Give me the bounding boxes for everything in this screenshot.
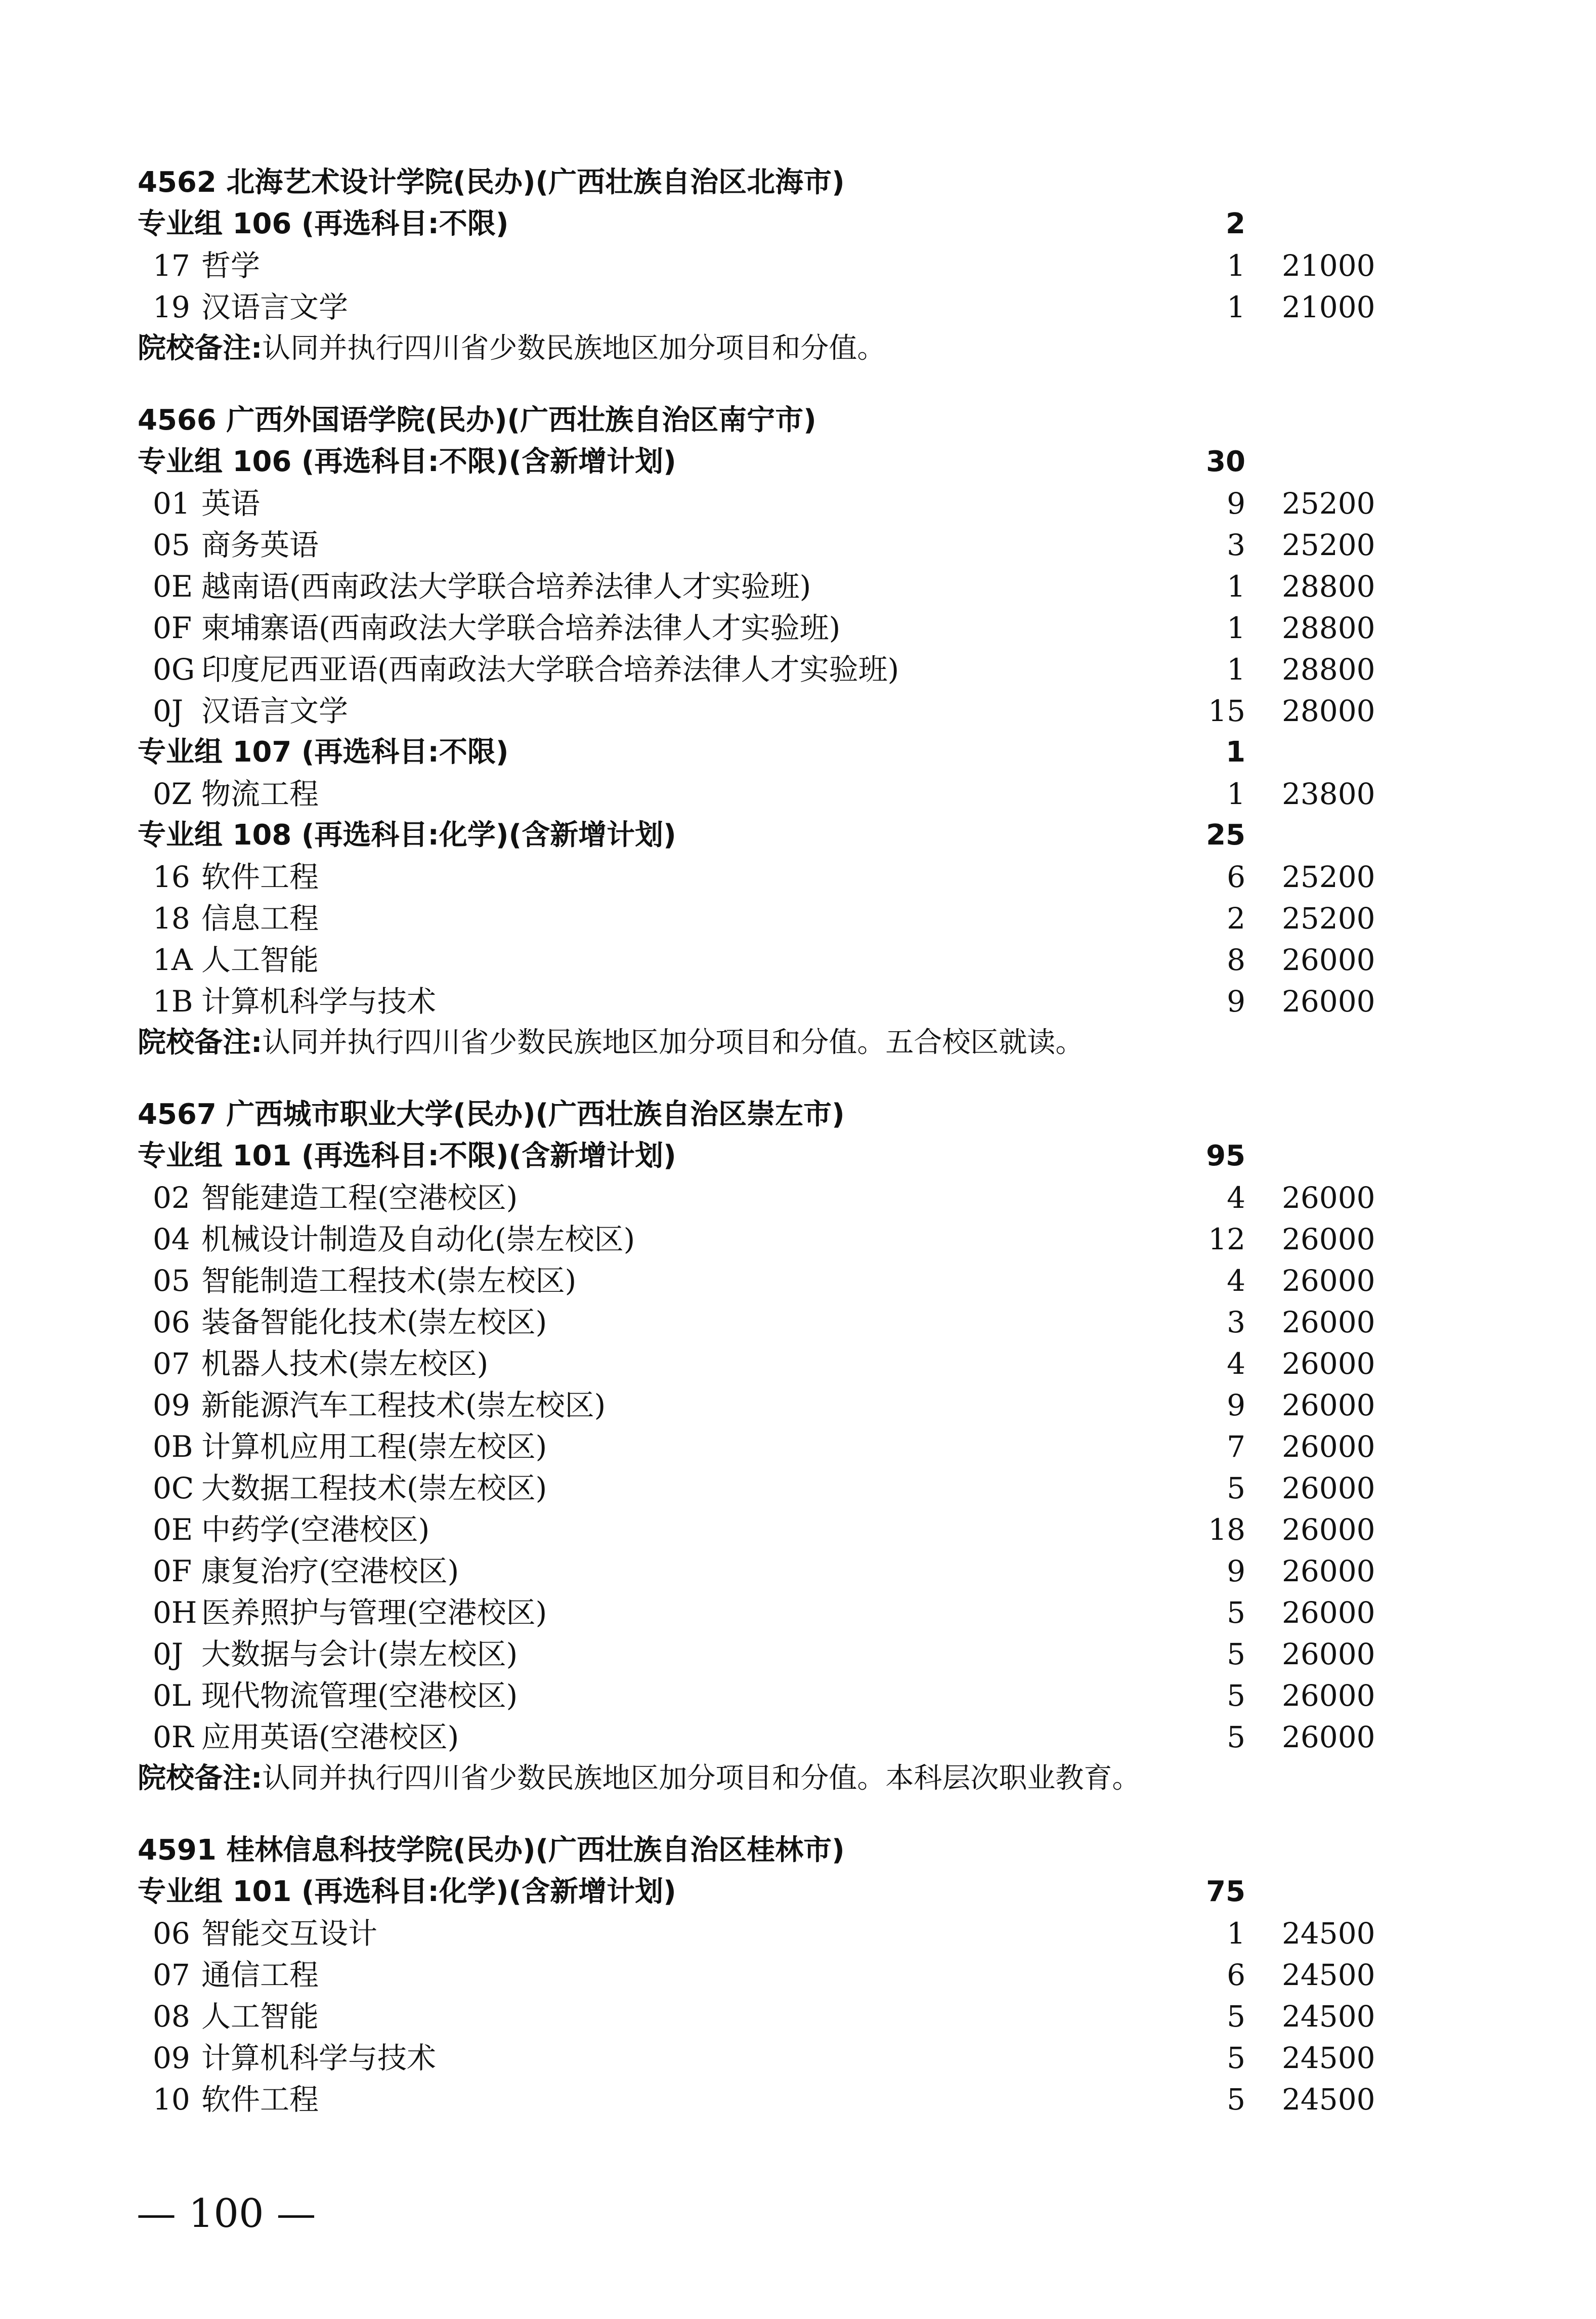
- major-name: 机器人技术(崇左校区): [201, 1346, 489, 1381]
- major-code: 01: [153, 486, 190, 521]
- major-tuition: 25200: [1282, 860, 1375, 894]
- major-plan-count: 7: [1227, 1429, 1245, 1464]
- group-label: 专业组 106 (再选科目:不限)(含新增计划): [138, 445, 676, 478]
- group-plan-count: 1: [1226, 736, 1245, 769]
- major-plan-count: 18: [1208, 1512, 1245, 1547]
- major-name: 人工智能: [201, 1999, 319, 2034]
- major-plan-count: 5: [1227, 1999, 1245, 2034]
- major-group-row: [138, 732, 1382, 773]
- major-name: 计算机应用工程(崇左校区): [201, 1429, 547, 1464]
- major-code: 09: [153, 1388, 190, 1422]
- major-plan-count: 5: [1227, 1595, 1245, 1630]
- major-row: [138, 1716, 1382, 1758]
- school-note-label: 院校备注:: [138, 1762, 263, 1795]
- major-tuition: 25200: [1282, 901, 1375, 936]
- group-plan-count: 75: [1206, 1875, 1245, 1908]
- major-plan-count: 1: [1227, 569, 1245, 604]
- major-row: [138, 1675, 1382, 1716]
- major-tuition: 26000: [1282, 1637, 1375, 1671]
- major-name: 计算机科学与技术: [201, 2041, 437, 2075]
- major-tuition: 28800: [1282, 569, 1375, 604]
- major-code: 0B: [153, 1429, 193, 1464]
- major-tuition: 26000: [1282, 1222, 1375, 1256]
- group-label: 专业组 107 (再选科目:不限): [138, 736, 509, 769]
- school-note: [138, 1758, 1382, 1799]
- major-code: 09: [153, 2041, 190, 2075]
- major-row: [138, 1509, 1382, 1550]
- school-note-label: 院校备注:: [138, 1026, 263, 1059]
- school-title: 4591 桂林信息科技学院(民办)(广西壮族自治区桂林市): [138, 1834, 845, 1867]
- major-plan-count: 5: [1227, 1678, 1245, 1713]
- major-tuition: 24500: [1282, 1916, 1375, 1951]
- major-tuition: 24500: [1282, 1958, 1375, 1992]
- major-code: 19: [153, 290, 190, 324]
- major-tuition: 28800: [1282, 652, 1375, 687]
- major-name: 大数据工程技术(崇左校区): [201, 1471, 547, 1505]
- school-title: 4566 广西外国语学院(民办)(广西壮族自治区南宁市): [138, 404, 816, 437]
- major-plan-count: 3: [1227, 1305, 1245, 1339]
- major-name: 应用英语(空港校区): [201, 1720, 459, 1754]
- major-plan-count: 3: [1227, 528, 1245, 562]
- major-tuition: 26000: [1282, 1180, 1375, 1215]
- major-plan-count: 5: [1227, 2041, 1245, 2075]
- major-code: 0C: [153, 1471, 194, 1505]
- major-name: 智能建造工程(空港校区): [201, 1180, 518, 1215]
- major-tuition: 26000: [1282, 1678, 1375, 1713]
- major-plan-count: 9: [1227, 486, 1245, 521]
- major-name: 英语: [201, 486, 261, 521]
- major-code: 17: [153, 248, 190, 283]
- major-tuition: 26000: [1282, 1471, 1375, 1505]
- major-plan-count: 1: [1227, 611, 1245, 645]
- major-tuition: 24500: [1282, 2041, 1375, 2075]
- major-tuition: 23800: [1282, 777, 1375, 811]
- major-code: 18: [153, 901, 190, 936]
- major-row: [138, 690, 1382, 732]
- major-row: [138, 1384, 1382, 1426]
- major-plan-count: 1: [1227, 652, 1245, 687]
- major-plan-count: 8: [1227, 943, 1245, 977]
- major-tuition: 28800: [1282, 611, 1375, 645]
- major-name: 人工智能: [201, 943, 319, 977]
- major-plan-count: 9: [1227, 1554, 1245, 1588]
- group-plan-count: 25: [1206, 819, 1245, 852]
- school-note-label: 院校备注:: [138, 332, 263, 365]
- document-body: [138, 162, 1382, 2120]
- major-tuition: 26000: [1282, 1512, 1375, 1547]
- group-plan-count: 95: [1206, 1140, 1245, 1172]
- major-code: 0E: [153, 1512, 193, 1547]
- major-row: [138, 1996, 1382, 2037]
- major-plan-count: 1: [1227, 1916, 1245, 1951]
- major-row: [138, 483, 1382, 524]
- group-label: 专业组 101 (再选科目:化学)(含新增计划): [138, 1875, 676, 1908]
- major-tuition: 26000: [1282, 943, 1375, 977]
- major-plan-count: 5: [1227, 1471, 1245, 1505]
- major-code: 0L: [153, 1678, 191, 1713]
- major-code: 07: [153, 1346, 190, 1381]
- major-name: 医养照护与管理(空港校区): [201, 1595, 547, 1630]
- major-row: [138, 939, 1382, 981]
- major-tuition: 26000: [1282, 1429, 1375, 1464]
- major-name: 康复治疗(空港校区): [201, 1554, 459, 1588]
- major-code: 07: [153, 1958, 190, 1992]
- major-name: 现代物流管理(空港校区): [201, 1678, 518, 1713]
- major-code: 06: [153, 1305, 190, 1339]
- major-tuition: 28000: [1282, 694, 1375, 728]
- major-name: 信息工程: [201, 901, 319, 936]
- major-code: 04: [153, 1222, 190, 1256]
- major-name: 商务英语: [201, 528, 319, 562]
- school-note-text: 认同并执行四川省少数民族地区加分项目和分值。: [262, 332, 886, 365]
- major-tuition: 26000: [1282, 1720, 1375, 1754]
- major-row: [138, 1592, 1382, 1633]
- major-row: [138, 1550, 1382, 1592]
- group-label: 专业组 106 (再选科目:不限): [138, 207, 509, 240]
- major-name: 汉语言文学: [201, 694, 349, 728]
- page-number: — 100 —: [137, 2191, 316, 2237]
- major-name: 越南语(西南政法大学联合培养法律人才实验班): [201, 569, 811, 604]
- major-group-row: [138, 1135, 1382, 1177]
- major-plan-count: 5: [1227, 2082, 1245, 2117]
- major-name: 通信工程: [201, 1958, 319, 1992]
- major-row: [138, 1177, 1382, 1218]
- major-tuition: 24500: [1282, 2082, 1375, 2117]
- major-name: 大数据与会计(崇左校区): [201, 1637, 518, 1671]
- major-name: 中药学(空港校区): [201, 1512, 430, 1547]
- major-tuition: 26000: [1282, 1388, 1375, 1422]
- major-plan-count: 4: [1227, 1346, 1245, 1381]
- major-code: 0J: [153, 694, 184, 728]
- major-row: [138, 773, 1382, 815]
- major-code: 1B: [153, 984, 193, 1019]
- major-plan-count: 4: [1227, 1180, 1245, 1215]
- major-tuition: 21000: [1282, 248, 1375, 283]
- major-row: [138, 856, 1382, 898]
- major-plan-count: 2: [1227, 901, 1245, 936]
- major-row: [138, 649, 1382, 690]
- major-tuition: 25200: [1282, 528, 1375, 562]
- major-code: 06: [153, 1916, 190, 1951]
- group-plan-count: 2: [1226, 207, 1245, 240]
- major-plan-count: 4: [1227, 1263, 1245, 1298]
- major-name: 新能源汽车工程技术(崇左校区): [201, 1388, 606, 1422]
- major-row: [138, 286, 1382, 328]
- major-name: 软件工程: [201, 860, 319, 894]
- major-row: [138, 1954, 1382, 1996]
- major-code: 0F: [153, 611, 192, 645]
- major-code: 02: [153, 1180, 190, 1215]
- major-plan-count: 5: [1227, 1720, 1245, 1754]
- major-name: 印度尼西亚语(西南政法大学联合培养法律人才实验班): [201, 652, 899, 687]
- major-name: 装备智能化技术(崇左校区): [201, 1305, 547, 1339]
- major-code: 08: [153, 1999, 190, 2034]
- major-plan-count: 1: [1227, 777, 1245, 811]
- school-note: [138, 328, 1382, 369]
- major-tuition: 26000: [1282, 1305, 1375, 1339]
- major-name: 汉语言文学: [201, 290, 349, 324]
- group-label: 专业组 101 (再选科目:不限)(含新增计划): [138, 1140, 676, 1172]
- major-tuition: 21000: [1282, 290, 1375, 324]
- major-code: 0R: [153, 1720, 194, 1754]
- major-row: [138, 524, 1382, 566]
- major-plan-count: 6: [1227, 860, 1245, 894]
- school-note-text: 认同并执行四川省少数民族地区加分项目和分值。五合校区就读。: [262, 1026, 1084, 1059]
- major-name: 物流工程: [201, 777, 319, 811]
- major-tuition: 26000: [1282, 1346, 1375, 1381]
- major-name: 哲学: [201, 248, 261, 283]
- major-plan-count: 6: [1227, 1958, 1245, 1992]
- major-name: 机械设计制造及自动化(崇左校区): [201, 1222, 635, 1256]
- school-section: [138, 400, 1382, 1064]
- school-note-text: 认同并执行四川省少数民族地区加分项目和分值。本科层次职业教育。: [262, 1762, 1141, 1795]
- major-row: [138, 1913, 1382, 1954]
- major-plan-count: 1: [1227, 248, 1245, 283]
- major-row: [138, 566, 1382, 607]
- major-code: 0Z: [153, 777, 192, 811]
- major-plan-count: 1: [1227, 290, 1245, 324]
- major-code: 0G: [153, 652, 195, 687]
- major-name: 智能交互设计: [201, 1916, 378, 1951]
- group-label: 专业组 108 (再选科目:化学)(含新增计划): [138, 819, 676, 852]
- major-plan-count: 5: [1227, 1637, 1245, 1671]
- major-tuition: 26000: [1282, 984, 1375, 1019]
- major-row: [138, 898, 1382, 939]
- major-name: 软件工程: [201, 2082, 319, 2117]
- major-row: [138, 1218, 1382, 1260]
- major-plan-count: 9: [1227, 984, 1245, 1019]
- school-section: [138, 1094, 1382, 1799]
- major-code: 0J: [153, 1637, 184, 1671]
- major-code: 0F: [153, 1554, 192, 1588]
- major-group-row: [138, 1871, 1382, 1913]
- major-code: 05: [153, 528, 190, 562]
- major-code: 0H: [153, 1595, 197, 1630]
- major-tuition: 26000: [1282, 1595, 1375, 1630]
- major-tuition: 25200: [1282, 486, 1375, 521]
- major-code: 10: [153, 2082, 190, 2117]
- major-group-row: [138, 441, 1382, 483]
- major-tuition: 26000: [1282, 1554, 1375, 1588]
- school-title: 4567 广西城市职业大学(民办)(广西壮族自治区崇左市): [138, 1098, 845, 1131]
- major-plan-count: 9: [1227, 1388, 1245, 1422]
- major-row: [138, 1426, 1382, 1467]
- major-name: 计算机科学与技术: [201, 984, 437, 1019]
- major-tuition: 26000: [1282, 1263, 1375, 1298]
- group-plan-count: 30: [1206, 445, 1245, 478]
- major-row: [138, 1467, 1382, 1509]
- major-row: [138, 1633, 1382, 1675]
- major-code: 1A: [153, 943, 193, 977]
- major-code: 16: [153, 860, 190, 894]
- major-row: [138, 1260, 1382, 1301]
- school-section: [138, 162, 1382, 369]
- major-plan-count: 12: [1208, 1222, 1245, 1256]
- major-code: 0E: [153, 569, 193, 604]
- major-row: [138, 2079, 1382, 2120]
- major-group-row: [138, 815, 1382, 856]
- major-plan-count: 15: [1208, 694, 1245, 728]
- school-note: [138, 1022, 1382, 1064]
- school-section: [138, 1830, 1382, 2120]
- major-tuition: 24500: [1282, 1999, 1375, 2034]
- major-row: [138, 607, 1382, 649]
- school-title: 4562 北海艺术设计学院(民办)(广西壮族自治区北海市): [138, 166, 845, 199]
- major-group-row: [138, 203, 1382, 245]
- major-name: 智能制造工程技术(崇左校区): [201, 1263, 577, 1298]
- major-row: [138, 1301, 1382, 1343]
- major-row: [138, 245, 1382, 286]
- major-row: [138, 1343, 1382, 1384]
- major-row: [138, 981, 1382, 1022]
- major-name: 柬埔寨语(西南政法大学联合培养法律人才实验班): [201, 611, 841, 645]
- major-code: 05: [153, 1263, 190, 1298]
- major-row: [138, 2037, 1382, 2079]
